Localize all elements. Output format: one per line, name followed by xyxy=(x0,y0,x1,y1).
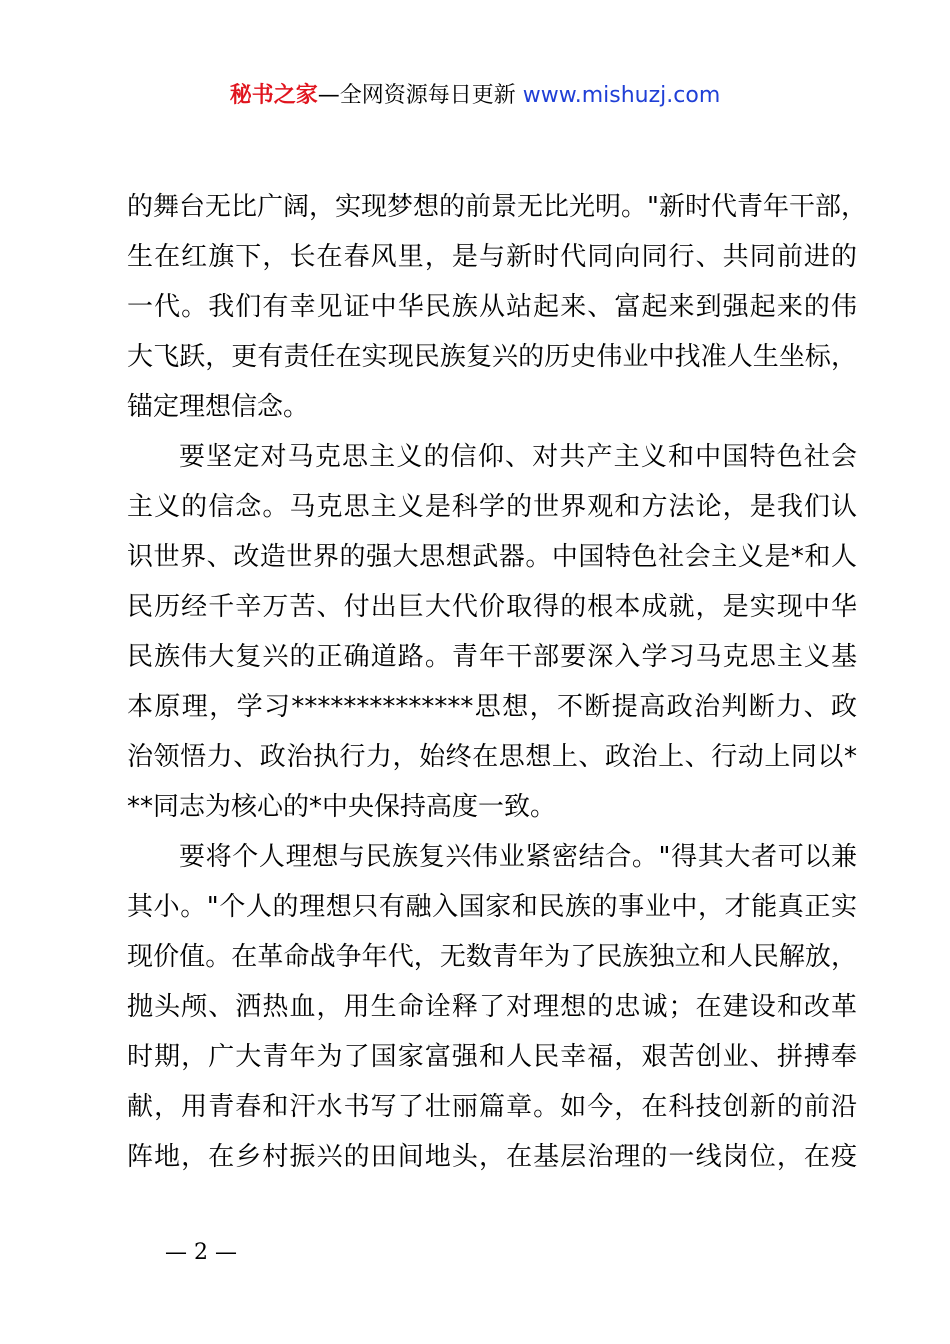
text-line: 主义的信念。马克思主义是科学的世界观和方法论，是我们认 xyxy=(127,492,857,522)
text-line: 时期，广大青年为了国家富强和人民幸福，艰苦创业、拼搏奉 xyxy=(127,1042,857,1072)
text-line: 锚定理想信念。 xyxy=(127,392,310,422)
text-line: 民族伟大复兴的正确道路。青年干部要深入学习马克思主义基 xyxy=(127,642,857,672)
paragraph xyxy=(127,182,867,432)
text-line: 本原理，学习**************思想，不断提高政治判断力、政 xyxy=(127,692,857,722)
paragraph xyxy=(127,432,857,832)
site-tagline: —全网资源每日更新 xyxy=(317,83,523,108)
text-line: 要将个人理想与民族复兴伟业紧密结合。"得其大者可以兼 xyxy=(179,842,857,872)
text-line: 现价值。在革命战争年代，无数青年为了民族独立和人民解放， xyxy=(127,942,857,972)
text-line: **同志为核心的*中央保持高度一致。 xyxy=(127,792,557,822)
text-line: 识世界、改造世界的强大思想武器。中国特色社会主义是*和人 xyxy=(127,542,857,572)
site-brand: 秘书之家 xyxy=(229,83,318,108)
text-line: 治领悟力、政治执行力，始终在思想上、政治上、行动上同以* xyxy=(127,742,857,772)
site-header xyxy=(0,80,950,112)
text-line: 其小。"个人的理想只有融入国家和民族的事业中，才能真正实 xyxy=(127,892,857,922)
text-line: 抛头颅、洒热血，用生命诠释了对理想的忠诚；在建设和改革 xyxy=(127,992,857,1022)
paragraph xyxy=(127,832,857,1182)
text-line: 民历经千辛万苦、付出巨大代价取得的根本成就，是实现中华 xyxy=(127,592,857,622)
text-line: 一代。我们有幸见证中华民族从站起来、富起来到强起来的伟 xyxy=(127,292,857,322)
text-line: 大飞跃，更有责任在实现民族复兴的历史伟业中找准人生坐标， xyxy=(127,342,857,372)
site-url-link[interactable]: www.mishuzj.com xyxy=(522,83,721,108)
page-number: — 2 — xyxy=(165,1240,237,1265)
text-line: 的舞台无比广阔，实现梦想的前景无比光明。"新时代青年干部， xyxy=(127,192,867,222)
text-line: 生在红旗下，长在春风里，是与新时代同向同行、共同前进的 xyxy=(127,242,857,272)
text-line: 阵地，在乡村振兴的田间地头，在基层治理的一线岗位，在疫 xyxy=(127,1142,857,1172)
document-body xyxy=(127,182,867,1182)
text-line: 要坚定对马克思主义的信仰、对共产主义和中国特色社会 xyxy=(179,442,857,472)
text-line: 献，用青春和汗水书写了壮丽篇章。如今，在科技创新的前沿 xyxy=(127,1092,857,1122)
